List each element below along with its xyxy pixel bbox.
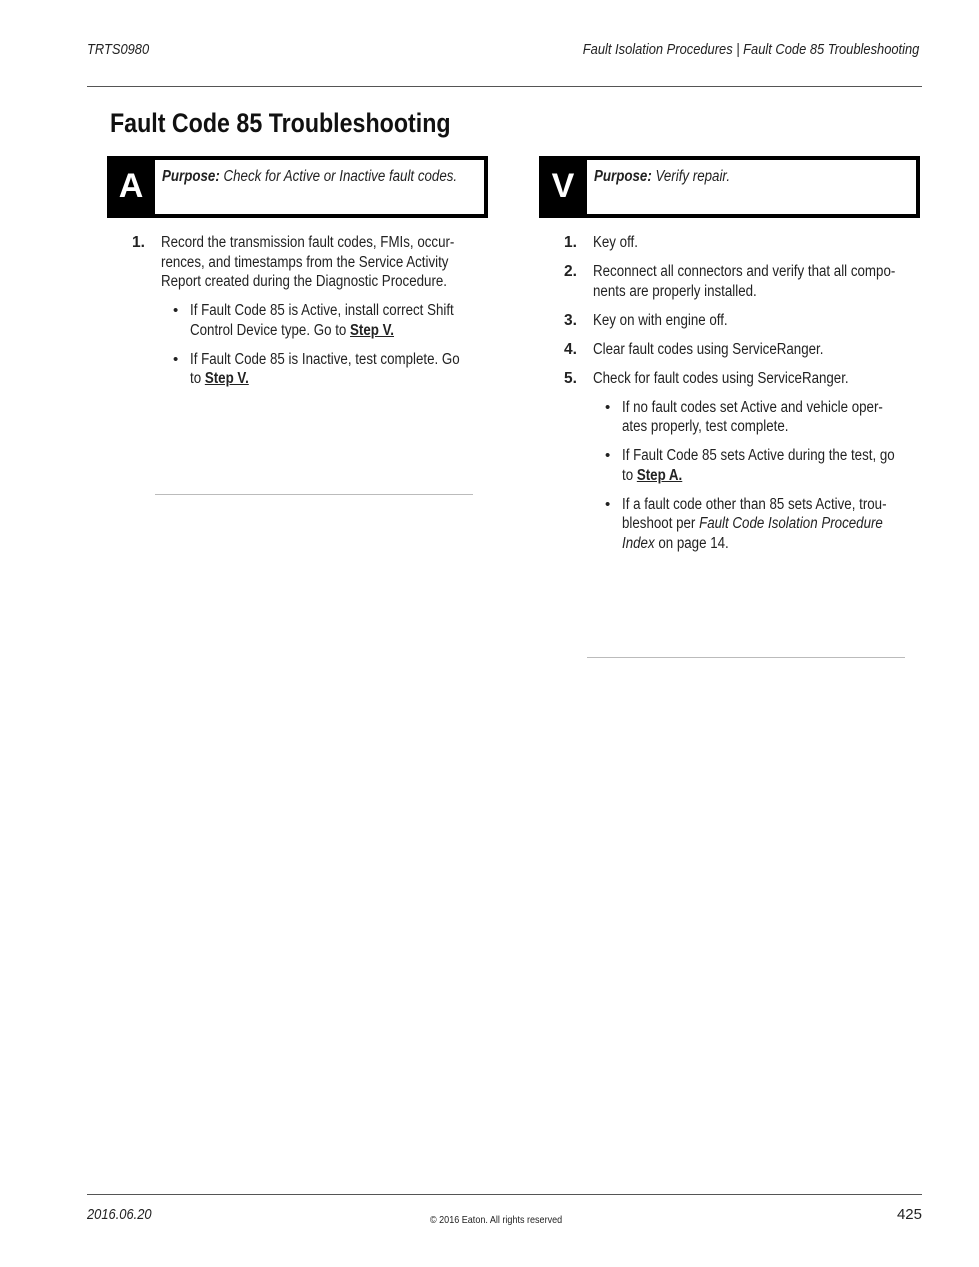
step-a-box <box>107 156 488 218</box>
step-v-bullet-1: • If no fault codes set Active and vehicle oper- ates properly, test complete. <box>605 398 883 435</box>
item-number: 1. <box>132 234 145 251</box>
item-number: 2. <box>564 263 577 280</box>
item-text-line: Report created during the Diagnostic Procedure. <box>161 273 448 290</box>
item-number: 3. <box>564 311 577 329</box>
step-v-end-rule <box>587 657 905 658</box>
step-a-bullet-2: • If Fault Code 85 is Inactive, test complete. Go to Step V. <box>173 350 460 387</box>
step-v-item-4: 4. Clear fault codes using ServiceRanger. <box>564 340 824 358</box>
step-a-purpose: Purpose: Check for Active or Inactive fault codes. <box>162 168 458 185</box>
link-step-a[interactable]: Step A. <box>636 466 683 484</box>
step-a-content <box>132 233 482 398</box>
page-title: Fault Code 85 Troubleshooting <box>110 108 451 138</box>
step-v-item-2: 2. Reconnect all connectors and verify that all compo- nents are properly installed. <box>564 263 896 300</box>
item-number: 4. <box>564 340 577 358</box>
step-a-letter: A <box>118 167 144 205</box>
link-step-v[interactable]: Step V. <box>350 321 395 339</box>
step-a-bullet-1: • If Fault Code 85 is Active, install correct Shift Control Device type. Go to Step V. <box>173 302 454 339</box>
doc-reference: Fault Code Isolation Procedure <box>699 515 883 532</box>
step-v-bullet-3: • If a fault code other than 85 sets Active, trou- bleshoot per Fault Code Isolation Procedure Index on page 14. <box>605 495 887 552</box>
header-section-title: Fault Isolation Procedures | Fault Code 85 Troubleshooting <box>582 41 919 58</box>
footer-rule <box>87 1194 922 1195</box>
step-a-end-rule <box>155 494 473 495</box>
bullet-dot: • <box>605 398 611 416</box>
item-number: 5. <box>564 369 577 387</box>
header-rule <box>87 86 922 87</box>
link-step-v[interactable]: Step V. <box>204 370 249 387</box>
step-v-item-3: 3. Key on with engine off. <box>564 311 728 329</box>
item-text-line: Record the transmission fault codes, FMIs, occur- <box>161 234 455 251</box>
bullet-dot: • <box>173 302 179 319</box>
footer-copyright: © 2016 Eaton. All rights reserved <box>430 1214 563 1226</box>
item-text-line: rences, and timestamps from the Service Activity <box>161 253 449 271</box>
item-number: 1. <box>564 234 577 251</box>
header-doc-id: TRTS0980 <box>87 41 150 58</box>
step-v-bullet-2: • If Fault Code 85 sets Active during the test, go to Step A. <box>605 447 895 484</box>
bullet-dot: • <box>173 350 179 368</box>
bullet-dot: • <box>605 447 611 464</box>
step-v-letter: V <box>551 167 575 205</box>
step-v-box <box>539 156 920 218</box>
step-v-content <box>564 233 919 563</box>
step-v-item-1: 1. Key off. <box>564 234 638 251</box>
step-v-purpose: Purpose: Verify repair. <box>594 168 731 185</box>
bullet-dot: • <box>605 495 611 513</box>
step-v-item-5: 5. Check for fault codes using ServiceRanger. <box>564 369 849 387</box>
step-a-item-1 <box>132 233 482 292</box>
footer-page-number: 425 <box>896 1206 922 1223</box>
footer-date: 2016.06.20 <box>87 1206 152 1223</box>
